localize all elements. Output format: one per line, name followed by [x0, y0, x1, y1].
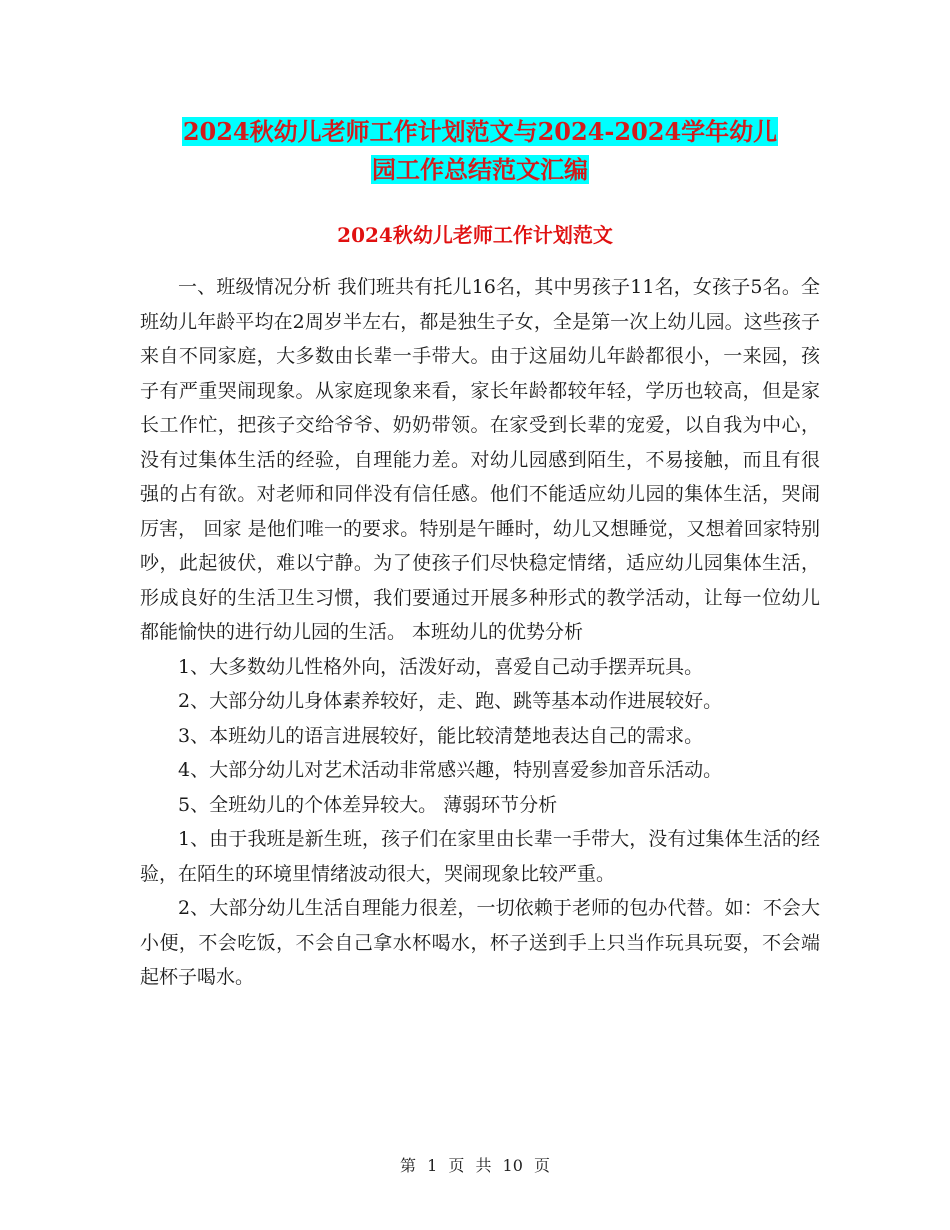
paragraph: 5、全班幼儿的个体差异较大。 薄弱环节分析 [178, 793, 558, 816]
document-title [140, 113, 820, 189]
paragraph: 2、大部分幼儿生活自理能力很差，一切依赖于老师的包办代替。如：不会大小便，不会吃饭，不会自己拿水杯喝水，杯子送到手上只当作玩具玩耍，不会端起杯子喝水。 [140, 897, 820, 988]
paragraph: 2、大部分幼儿身体素养较好，走、跑、跳等基本动作进展较好。 [178, 690, 723, 712]
paragraph: 一、班级情况分析 我们班共有托儿16名，其中男孩子11名，女孩子5名。全班幼儿年龄平均在2周岁半左右，都是独生子女，全是第一次上幼儿园。这些孩子来自不同家庭，大多数由长辈一手带大。由于这届幼儿年龄都很小，一来园，孩子有严重哭闹现象。从家庭现象来看，家长年龄都较年轻，学历也较高，但是家长工作忙，把孩子交给爷爷、奶奶带领。在家受到长辈的宠爱，以自我为中心，没有过集体生活的经验，自理能力差。对幼儿园感到陌生，不易接触，而且有很强的占有欲。对老师和同伴没有信任感。他们不能适应幼儿园的集体生活，哭闹厉害， 回家 是他们唯一的要求。特别是午睡时，幼儿又想睡觉，又想着回家特别吵，此起彼伏，难以宁静。为了使孩子们尽快稳定情绪，适应幼儿园集体生活，形成良好的生活卫生习惯，我们要通过开展多种形式的教学活动，让每一位幼儿都能愉快的进行幼儿园的生活。 本班幼儿的优势分析 [140, 276, 820, 643]
paragraph: 1、大多数幼儿性格外向，活泼好动，喜爱自己动手摆弄玩具。 [178, 655, 704, 678]
body-text [140, 270, 820, 995]
title-line-1: 2024秋幼儿老师工作计划范文与2024-2024学年幼儿 [182, 117, 778, 146]
paragraph: 1、由于我班是新生班，孩子们在家里由长辈一手带大，没有过集体生活的经验，在陌生的环境里情绪波动很大，哭闹现象比较严重。 [140, 828, 820, 885]
paragraph: 3、本班幼儿的语言进展较好，能比较清楚地表达自己的需求。 [178, 724, 704, 747]
page-footer: 第 1 页 共 10 页 [400, 1156, 550, 1175]
section-heading: 2024秋幼儿老师工作计划范文 [337, 223, 613, 247]
paragraph: 4、大部分幼儿对艺术活动非常感兴趣，特别喜爱参加音乐活动。 [178, 759, 723, 781]
title-line-2: 园工作总结范文汇编 [372, 155, 588, 184]
